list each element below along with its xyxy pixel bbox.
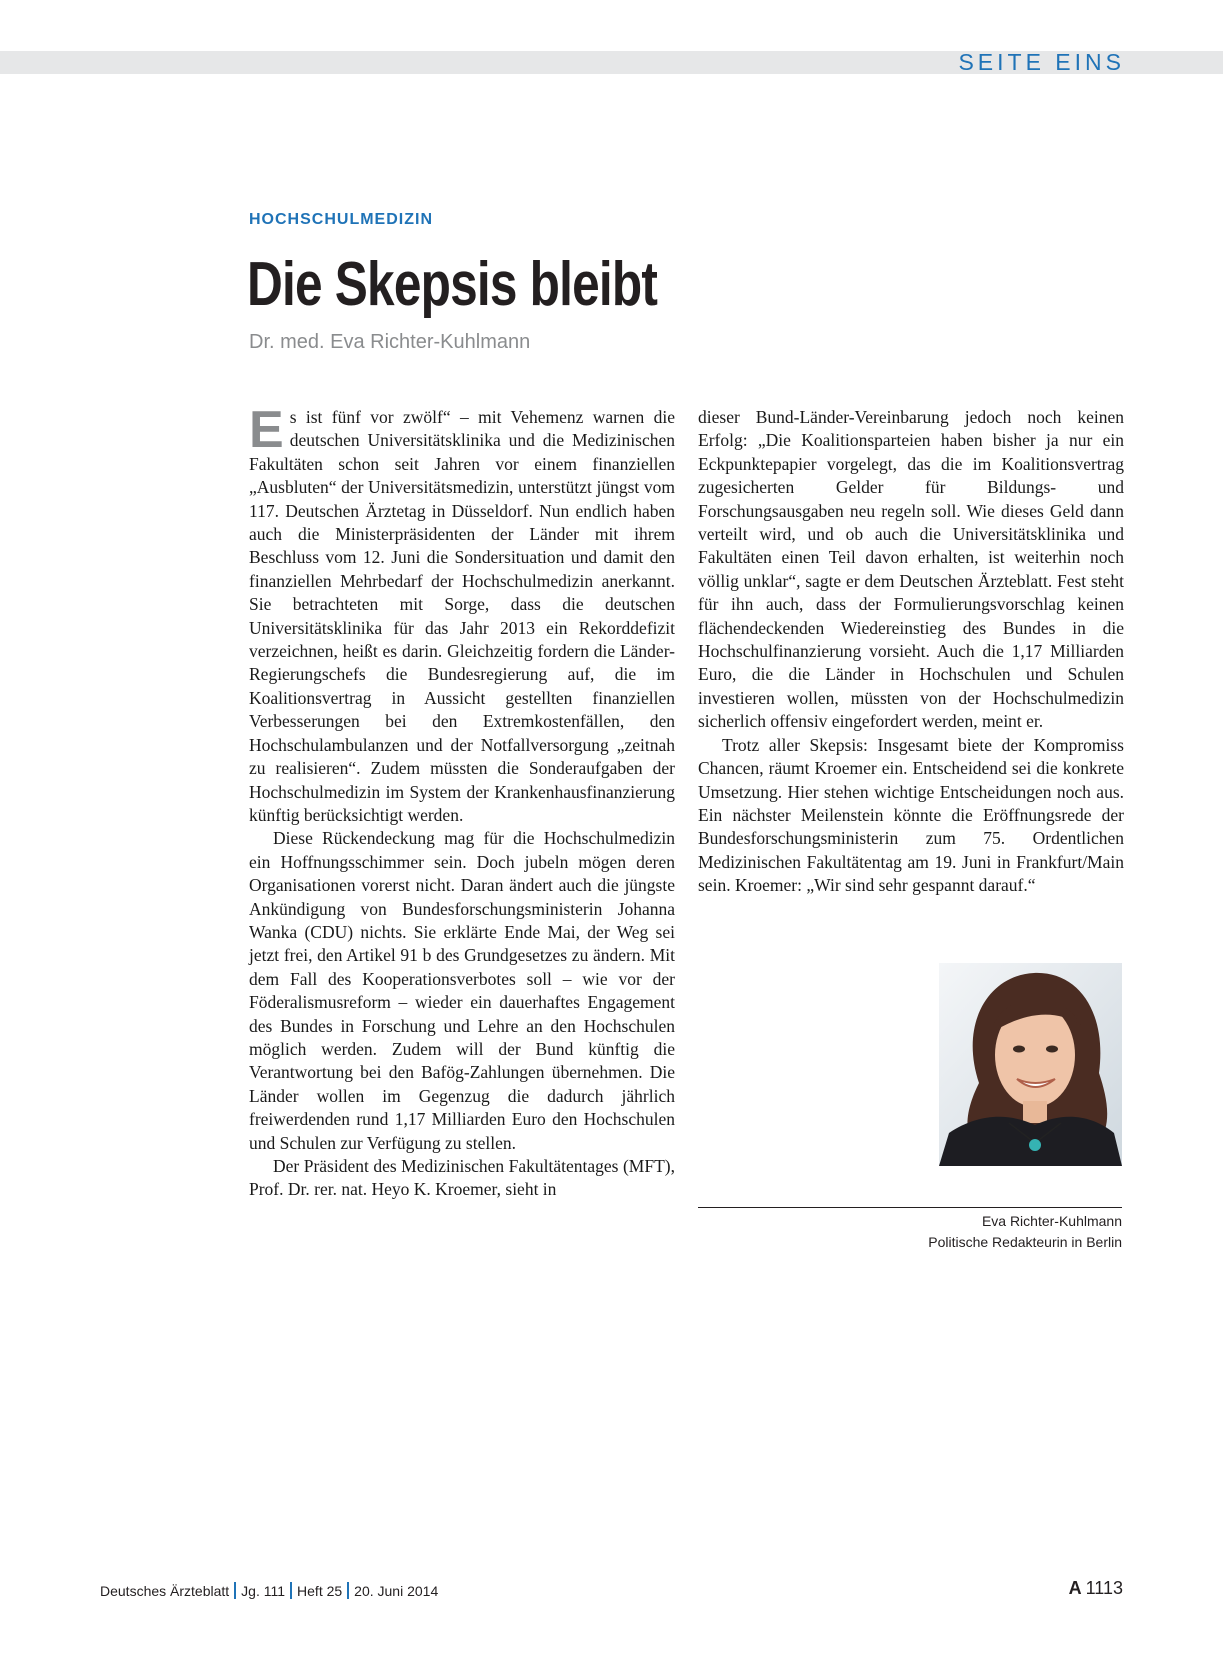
caption-divider bbox=[698, 1207, 1122, 1208]
caption-name: Eva Richter-Kuhlmann bbox=[981, 1213, 1122, 1229]
footer-separator bbox=[347, 1582, 349, 1599]
portrait-illustration bbox=[939, 963, 1122, 1166]
page-prefix: A bbox=[1068, 1578, 1082, 1598]
footer-separator bbox=[234, 1582, 236, 1599]
paragraph: Es ist fünf vor zwölf“ – mit Vehemenz warnen die deutschen Universitätsklinika und die Medizinischen Fakultäten schon seit Jahren vor einem finanziellen „Ausbluten“ der Universitätsmedizin, unterstützt jüngst vom 117. Deutschen Ärztetag in Düsseldorf. Nun endlich haben auch die Ministerpräsidenten der Länder mit ihrem Beschluss vom 12. Juni die Sondersituation und damit den finanziellen Mehrbedarf der Hochschulmedizin anerkannt. Sie betrachteten mit Sorge, dass die deutschen Universitätsklinika für das Jahr 2013 ein Rekorddefizit verzeichnen, heißt es darin. Gleichzeitig fordern die Länder-Regierungschefs die Bundesregierung auf, die im Koalitionsvertrag in Aussicht gestellten finanziellen Verbesserungen bei den Extremkostenfällen, den Hochschulambulanzen und der Notfallversorgung „zeitnah zu realisieren“. Zudem müssten die Sonderaufgaben der Hochschulmedizin im System der Krankenhausfinanzierung künftig berücksichtigt werden. bbox=[249, 401, 675, 825]
issue-date: 20. Juni 2014 bbox=[354, 1583, 439, 1599]
article-column-right bbox=[698, 406, 1124, 898]
paragraph: Der Präsident des Medizinischen Fakultätentages (MFT), Prof. Dr. rer. nat. Heyo K. Kroemer, sieht in bbox=[249, 1156, 675, 1200]
paragraph: Diese Rückendeckung mag für die Hochschulmedizin ein Hoffnungsschimmer sein. Doch jubeln mögen deren Organisationen vorerst nicht. Daran ändert auch die jüngste Ankündigung von Bundesforschungsministerin Johanna Wanka (CDU) nichts. Sie erklärte Ende Mai, der Weg sei jetzt frei, den Artikel 91 b des Grundgesetzes zu ändern. Mit dem Fall des Kooperationsverbotes soll – wie vor der Föderalismusreform – wieder ein dauerhaftes Engagement des Bundes in Forschung und Lehre an den Hochschulen möglich werden. Zudem will der Bund künftig die Verantwortung bei den Bafög-Zahlungen übernehmen. Die Länder wollen im Gegenzug die dadurch jährlich freiwerdenden rund 1,17 Milliarden Euro den Hochschulen und Schulen zur Verfügung zu stellen. bbox=[249, 828, 675, 1153]
footer-citation bbox=[100, 1582, 438, 1599]
article-author: Dr. med. Eva Richter-Kuhlmann bbox=[249, 331, 531, 353]
section-label: SEITE EINS bbox=[958, 49, 1125, 75]
footer-separator bbox=[290, 1582, 292, 1599]
paragraph: Trotz aller Skepsis: Insgesamt biete der Kompromiss Chancen, räumt Kroemer ein. Entscheidend sei die konkrete Umsetzung. Hier stehen wichtige Entscheidungen noch aus. Ein nächster Meilenstein könnte die Eröffnungsrede der Bundesforschungsministerin zum 75. Ordentlichen Medizinischen Fakultätentag am 19. Juni in Frankfurt/Main sein. Kroemer: „Wir sind sehr gespannt darauf.“ bbox=[698, 734, 1124, 896]
volume: Jg. 111 bbox=[241, 1583, 286, 1599]
caption-role: Politische Redakteurin in Berlin bbox=[928, 1234, 1122, 1250]
page-number bbox=[1069, 1578, 1123, 1599]
article-column-left bbox=[249, 401, 675, 1202]
author-portrait bbox=[939, 963, 1122, 1166]
portrait-caption bbox=[928, 1211, 1122, 1253]
drop-cap: E bbox=[249, 401, 284, 459]
paragraph: dieser Bund-Länder-Vereinbarung jedoch noch keinen Erfolg: „Die Koalitionsparteien haben bisher ja nur ein Eckpunktepapier vorgelegt, das die im Koalitionsvertrag zugesicherten Gelder für Bildungs- und Forschungsausgaben neu regeln soll. Wie dieses Geld dann verteilt wird, und ob auch die Universitätsklinika und Fakultäten einen Teil davon erhalten, ist weiterhin noch völlig unklar“, sagte er dem Deutschen Ärzteblatt. Fest steht für ihn auch, dass der Formulierungsvorschlag keinen flächendeckenden Wiedereinstieg des Bundes in die Hochschulfinanzierung vorsieht. Auch die 1,17 Milliarden Euro, die die Länder in Hochschulen und Schulen investieren wollen, müssten von der Hochschulmedizin sicherlich offensiv eingefordert werden, meint er. bbox=[698, 407, 1124, 732]
article-kicker: HOCHSCHULMEDIZIN bbox=[249, 211, 433, 228]
journal-name: Deutsches Ärzteblatt bbox=[100, 1583, 230, 1599]
article-title: Die Skepsis bleibt bbox=[247, 250, 658, 319]
page-number-value: 1113 bbox=[1085, 1578, 1123, 1598]
issue: Heft 25 bbox=[297, 1583, 343, 1599]
